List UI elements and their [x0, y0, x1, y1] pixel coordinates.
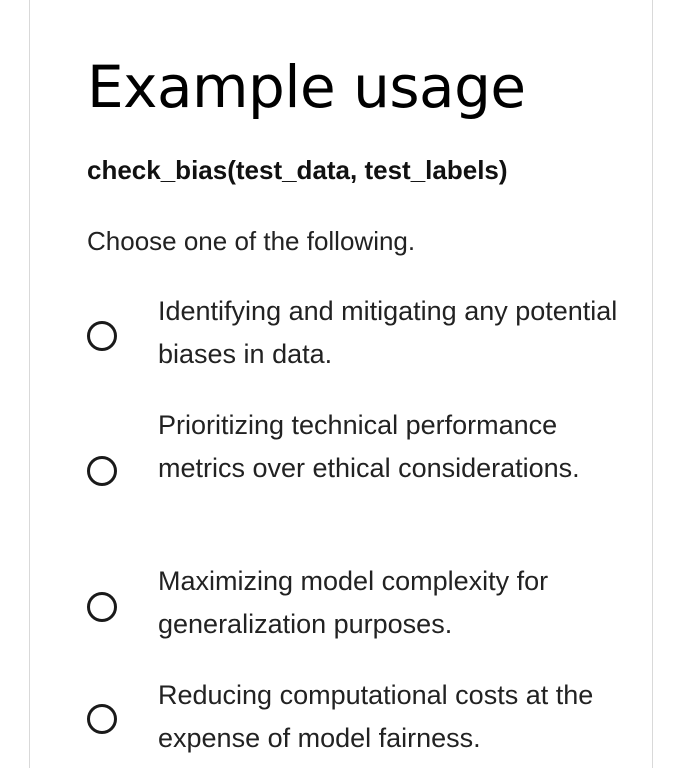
- answer-option-label: Maximizing model complexity for generalization purposes.: [158, 566, 549, 639]
- answer-option-3[interactable]: [80, 560, 640, 650]
- radio-button-icon[interactable]: [87, 321, 117, 351]
- radio-button-icon[interactable]: [87, 592, 117, 622]
- page-title: Example usage: [87, 53, 526, 121]
- answer-option-1[interactable]: [80, 290, 640, 380]
- answer-option-label: Identifying and mitigating any potential biases in data.: [158, 296, 618, 369]
- question-prompt: Choose one of the following.: [87, 226, 416, 256]
- answer-option-label: Prioritizing technical performance metrics over ethical considerations.: [158, 410, 580, 483]
- answer-option-2[interactable]: [80, 404, 640, 534]
- answer-option-label: Reducing computational costs at the expense of model fairness.: [158, 680, 594, 753]
- radio-button-icon[interactable]: [87, 704, 117, 734]
- answer-option-4[interactable]: [80, 674, 640, 764]
- code-snippet: check_bias(test_data, test_labels): [87, 155, 508, 185]
- radio-button-icon[interactable]: [87, 456, 117, 486]
